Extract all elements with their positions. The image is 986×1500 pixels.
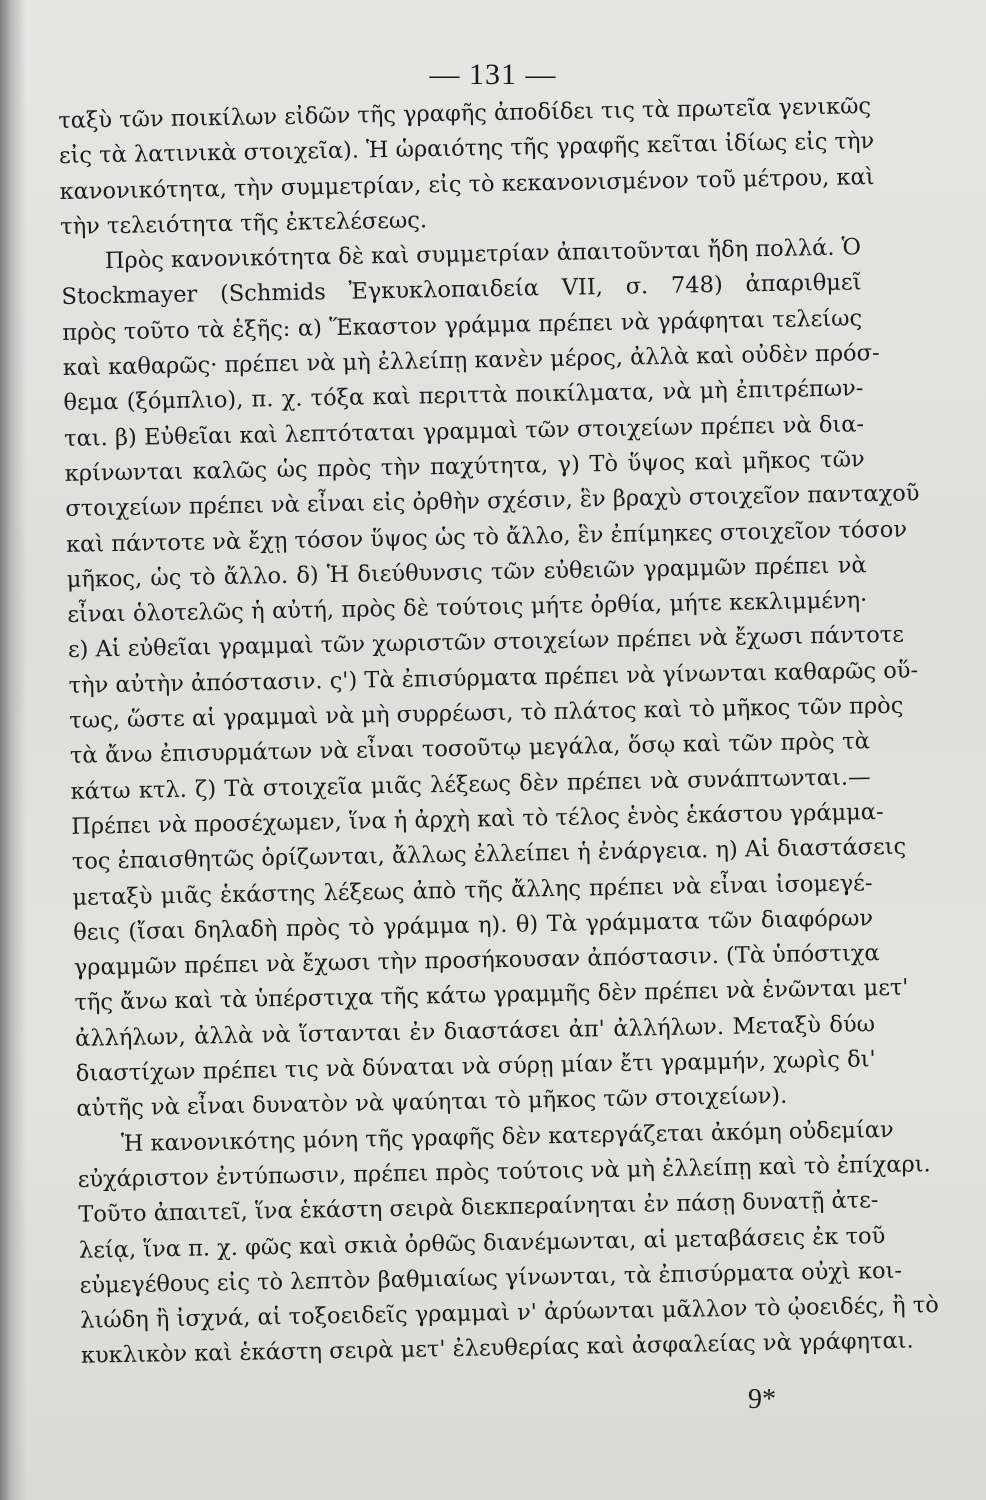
signature-mark: 9* bbox=[748, 1384, 776, 1415]
text-line: τος ἐπαισθητῶς ὁρίζωνται, ἄλλως ἐλλείπει ἡ ἐνάργεια. η) Αἱ διαστάσεις bbox=[71, 833, 907, 876]
text-line: ταξὺ τῶν ποικίλων εἰδῶν τῆς γραφῆς ἀποδίδει τις τὰ πρωτεῖα γενικῶς bbox=[58, 93, 872, 134]
text-line: καὶ καθαρῶς· πρέπει νὰ μὴ ἐλλείπῃ κανὲν μέρος, ἀλλὰ καὶ οὐδὲν πρόσ- bbox=[62, 340, 880, 382]
text-line: εὐμεγέθους εἰς τὸ λεπτὸν βαθμιαίως γίνωνται, τὰ ἐπισύρματα οὐχὶ κοι- bbox=[79, 1257, 903, 1299]
page-number: — 131 — bbox=[429, 58, 557, 91]
text-line: Stockmayer (Schmids Ἐγκυκλοπαιδεία VII, σ. 748) ἀπαριθμεῖ bbox=[61, 269, 862, 311]
text-line: λείᾳ, ἵνα π. χ. φῶς καὶ σκιὰ ὀρθῶς διανέμωνται, αἱ μεταβάσεις ἐκ τοῦ bbox=[78, 1222, 886, 1264]
text-line: τως, ὥστε αἱ γραμμαὶ νὰ μὴ συρρέωσι, τὸ πλάτος καὶ τὸ μῆκος τῶν πρὸς bbox=[69, 692, 904, 734]
text-line: πρὸς τοῦτο τὰ ἑξῆς: α) Ἕκαστον γράμμα πρέπει νὰ γράφηται τελείως bbox=[61, 305, 863, 346]
text-line: κυκλικὸν καὶ ἑκάστη σειρὰ μετ' ἐλευθερίας καὶ ἀσφαλείας νὰ γράφηται. bbox=[80, 1327, 914, 1370]
text-line: θεμα (ξόμπλιο), π. χ. τόξα καὶ περιττὰ ποικίλματα, νὰ μὴ ἐπιτρέπων- bbox=[63, 375, 864, 417]
text-line: λιώδη ἢ ἰσχνά, αἱ τοξοειδεῖς γραμμαὶ ν' ἀρύωνται μᾶλλον τὸ ᾠοειδές, ἢ τὸ bbox=[80, 1292, 939, 1334]
text-line: μῆκος, ὡς τὸ ἄλλο. δ) Ἡ διεύθυνσις τῶν εὐθειῶν γραμμῶν πρέπει νὰ bbox=[66, 552, 867, 593]
text-line: κανονικότητα, τὴν συμμετρίαν, εἰς τὸ κεκανονισμένον τοῦ μέτρου, καὶ bbox=[59, 163, 875, 205]
text-line: θεις (ἴσαι δηλαδὴ πρὸς τὸ γράμμα η). θ) Τὰ γράμματα τῶν διαφόρων bbox=[72, 905, 874, 946]
text-line: ται. β) Εὐθεῖαι καὶ λεπτόταται γραμμαὶ τῶν στοιχείων πρέπει νὰ δια- bbox=[63, 410, 865, 452]
text-line: Τοῦτο ἀπαιτεῖ, ἵνα ἑκάστη σειρὰ διεκπεραίνηται ἐν πάσῃ δυνατῇ ἀτε- bbox=[78, 1187, 879, 1229]
text-line: τὰ ἄνω ἐπισυρμάτων νὰ εἶναι τοσοῦτῳ μεγάλα, ὅσῳ καὶ τῶν πρὸς τὰ bbox=[69, 728, 871, 770]
text-line: τὴν αὐτὴν ἀπόστασιν. ς') Τὰ ἐπισύρματα πρέπει νὰ γίνωνται καθαρῶς οὕ- bbox=[68, 657, 919, 699]
page-gutter-shadow bbox=[0, 0, 26, 1500]
text-line: γραμμῶν πρέπει νὰ ἔχωσι τὴν προσήκουσαν ἀπόστασιν. (Τὰ ὑπόστιχα bbox=[73, 940, 880, 981]
text-line: κάτω κτλ. ζ) Τὰ στοιχεῖα μιᾶς λέξεως δὲν πρέπει νὰ συνάπτωνται.— bbox=[70, 763, 871, 805]
text-line: Πρὸς κανονικότητα δὲ καὶ συμμετρίαν ἀπαιτοῦνται ἤδη πολλά. Ὁ bbox=[104, 234, 862, 275]
text-line: εἶναι ὁλοτελῶς ἡ αὐτή, πρὸς δὲ τούτοις μήτε ὀρθία, μήτε κεκλιμμένη· bbox=[67, 587, 868, 629]
text-line: ἀλλήλων, ἀλλὰ νὰ ἵστανται ἐν διαστάσει ἀπ' ἀλλήλων. Μεταξὺ δύω bbox=[74, 1010, 876, 1052]
body-text bbox=[58, 89, 939, 1374]
text-line: Πρέπει νὰ προσέχωμεν, ἵνα ἡ ἀρχὴ καὶ τὸ τέλος ἑνὸς ἑκάστου γράμμα- bbox=[71, 798, 884, 840]
text-line: ε) Αἱ εὐθεῖαι γραμμαὶ τῶν χωριστῶν στοιχείων πρέπει νὰ ἔχωσι πάντοτε bbox=[67, 622, 905, 664]
text-line: καὶ πάντοτε νὰ ἔχῃ τόσον ὕψος ὡς τὸ ἄλλο, ἓν ἐπίμηκες στοιχεῖον τόσον bbox=[65, 516, 908, 558]
text-line: εὐχάριστον ἐντύπωσιν, πρέπει πρὸς τούτοις νὰ μὴ ἐλλείπῃ καὶ τὸ ἐπίχαρι. bbox=[77, 1151, 931, 1193]
text-line: τῆς ἄνω καὶ τὰ ὑπέρστιχα τῆς κάτω γραμμῆς δὲν πρέπει νὰ ἑνῶνται μετ' bbox=[74, 974, 909, 1017]
text-line: διαστίχων πρέπει τις νὰ δύναται νὰ σύρῃ μίαν ἔτι γραμμήν, χωρὶς δι' bbox=[75, 1046, 876, 1087]
text-line: αὐτῆς νὰ εἶναι δυνατὸν νὰ ψαύηται τὸ μῆκος τῶν στοιχείων). bbox=[76, 1083, 788, 1123]
text-line: στοιχείων πρέπει νὰ εἶναι εἰς ὀρθὴν σχέσιν, ἓν βραχὺ στοιχεῖον πανταχοῦ bbox=[65, 480, 920, 523]
text-line: τὴν τελειότητα τῆς ἐκτελέσεως. bbox=[60, 207, 428, 240]
text-line: Ἡ κανονικότης μόνη τῆς γραφῆς δὲν κατεργάζεται ἀκόμη οὐδεμίαν bbox=[120, 1116, 894, 1157]
text-line: μεταξὺ μιᾶς ἑκάστης λέξεως ἀπὸ τῆς ἄλλης πρέπει νὰ εἶναι ἰσομεγέ- bbox=[72, 869, 873, 911]
text-line: κρίνωνται καλῶς ὡς πρὸς τὴν παχύτητα, γ) Τὸ ὕψος καὶ μῆκος τῶν bbox=[64, 446, 865, 487]
text-line: εἰς τὰ λατινικὰ στοιχεῖα). Ἡ ὡραιότης τῆς γραφῆς κεῖται ἰδίως εἰς τὴν bbox=[58, 128, 875, 170]
